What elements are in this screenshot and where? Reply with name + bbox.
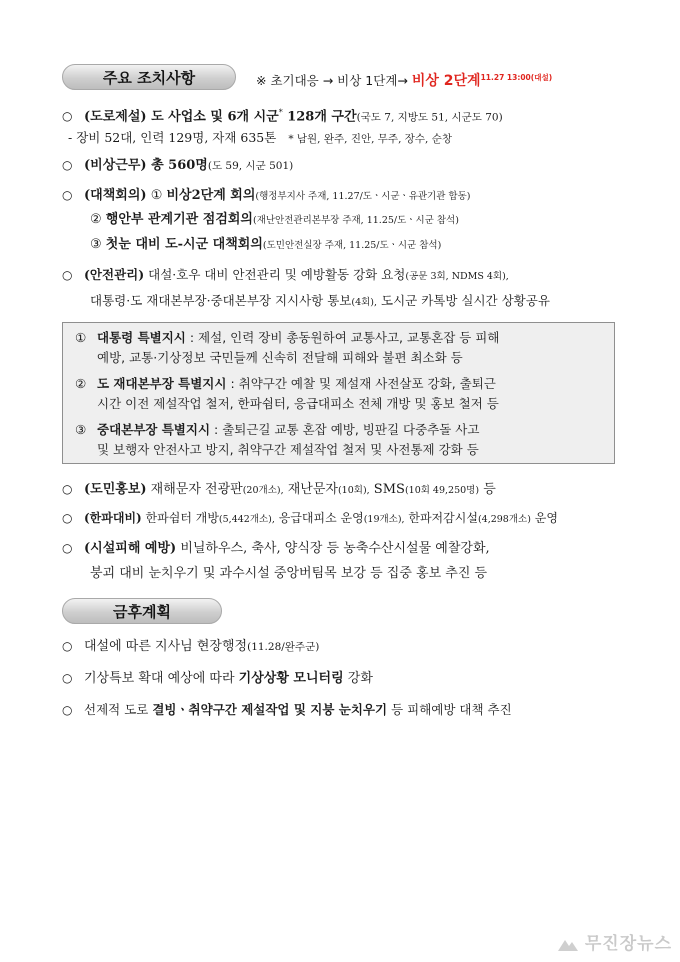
bullet-circle: ○ bbox=[62, 639, 73, 653]
item-cold-wave: ○ (한파대비) 한파쉼터 개방(5,442개소), 응급대피소 운영(19개소), 한파저감시설(4,298개소) 운영 bbox=[62, 511, 558, 525]
plan-item-field-visit: ○ 대설에 따른 지사님 현장행정(11.28/완주군) bbox=[62, 639, 320, 654]
mountain-logo-icon bbox=[558, 937, 578, 951]
directive-province-hq-line2: 시간 이전 제설작업 철저, 한파쉼터, 응급대피소 전체 개방 및 홍보 철저 등 bbox=[97, 396, 499, 411]
directive-president: ① 대통령 특별지시 : 제설, 인력 장비 총동원하여 교통사고, 교통혼잡 등 피해 bbox=[75, 330, 500, 345]
plan-item-monitoring: ○ 기상특보 확대 예상에 따라 기상상황 모니터링 강화 bbox=[62, 671, 373, 686]
special-directives-box bbox=[62, 322, 615, 464]
item-public-relations: ○ (도민홍보) 재해문자 전광판(20개소), 재난문자(10회), SMS(10회 49,250명) 등 bbox=[62, 482, 496, 497]
item-equipment: - 장비 52대, 인력 129명, 자재 635톤 * 남원, 완주, 진안, 무주, 장수, 순창 bbox=[68, 130, 452, 145]
item-meeting-3: ③ 첫눈 대비 도-시군 대책회의(도민안전실장 주재, 11.25/도ㆍ시군 참석) bbox=[90, 237, 442, 252]
watermark bbox=[558, 929, 672, 954]
item-facility-damage-prevention: ○ (시설피해 예방) 비닐하우스, 축사, 양식장 등 농축수산시설물 예찰강화, bbox=[62, 541, 490, 556]
directive-central-hq: ③ 중대본부장 특별지시 : 출퇴근길 교통 혼잡 예방, 빙판길 다중추돌 사고 bbox=[75, 422, 480, 437]
bullet-circle: ○ bbox=[62, 158, 73, 172]
bullet-circle: ○ bbox=[62, 511, 73, 525]
section-title-plans: 금후계획 bbox=[62, 598, 222, 624]
item-road-snow-removal: ○ (도로제설) 도 사업소 및 6개 시군* 128개 구간(국도 7, 지방도 51, 시군도 70) bbox=[62, 108, 503, 125]
stage-time: 11.27 13:00(대설) bbox=[480, 72, 553, 82]
bullet-circle: ○ bbox=[62, 541, 73, 555]
dash-marker: - bbox=[68, 130, 73, 145]
directive-province-hq: ② 도 재대본부장 특별지시 : 취약구간 예찰 및 제설재 사전살포 강화, 출퇴근 bbox=[75, 376, 496, 391]
item-meeting-2: ② 행안부 관계기관 점검회의(재난안전관리본부장 주재, 11.25/도ㆍ시군 참석) bbox=[90, 212, 459, 227]
watermark-text: 무진장뉴스 bbox=[584, 934, 672, 954]
section-title-measures: 주요 조치사항 bbox=[62, 64, 236, 90]
directive-president-line2: 예방, 교통·기상정보 국민들께 신속히 전달해 피해와 불편 최소화 등 bbox=[97, 350, 463, 365]
item-emergency-duty: ○ (비상근무) 총 560명(도 59, 시군 501) bbox=[62, 158, 294, 173]
plan-item-preemptive-work: ○ 선제적 도로 결빙ㆍ취약구간 제설작업 및 지붕 눈치우기 등 피해예방 대책 추진 bbox=[62, 702, 512, 717]
item-safety-management: ○ (안전관리) 대설·호우 대비 안전관리 및 예방활동 강화 요청(공문 3회, NDMS 4회), bbox=[62, 267, 509, 282]
bullet-circle: ○ bbox=[62, 671, 73, 685]
item-meetings: ○ (대책회의) ① 비상2단계 회의(행정부지사 주재, 11.27/도ㆍ시군ㆍ유관기관 합동) bbox=[62, 188, 471, 203]
directive-central-hq-line2: 및 보행자 안전사고 방지, 취약구간 제설작업 철저 및 사전통제 강화 등 bbox=[97, 442, 479, 457]
stage-sequence: ※ 초기대응 → 비상 1단계→ bbox=[256, 73, 412, 88]
bullet-circle: ○ bbox=[62, 188, 73, 202]
bullet-circle: ○ bbox=[62, 268, 73, 282]
item-safety-line2: 대통령·도 재대본부장·중대본부장 지시사항 통보(4회), 도시군 카톡방 실시간 상황공유 bbox=[90, 293, 550, 308]
bullet-circle: ○ bbox=[62, 703, 73, 717]
bullet-circle: ○ bbox=[62, 482, 73, 496]
bullet-circle: ○ bbox=[62, 109, 73, 124]
item-facility-line2: 붕괴 대비 눈치우기 및 과수시설 중앙버팀목 보강 등 집중 홍보 추진 등 bbox=[90, 566, 488, 581]
emergency-stage-indicator bbox=[256, 70, 552, 90]
region-note: * 남원, 완주, 진안, 무주, 장수, 순창 bbox=[288, 133, 452, 145]
stage-current: 비상 2단계 bbox=[411, 73, 481, 89]
